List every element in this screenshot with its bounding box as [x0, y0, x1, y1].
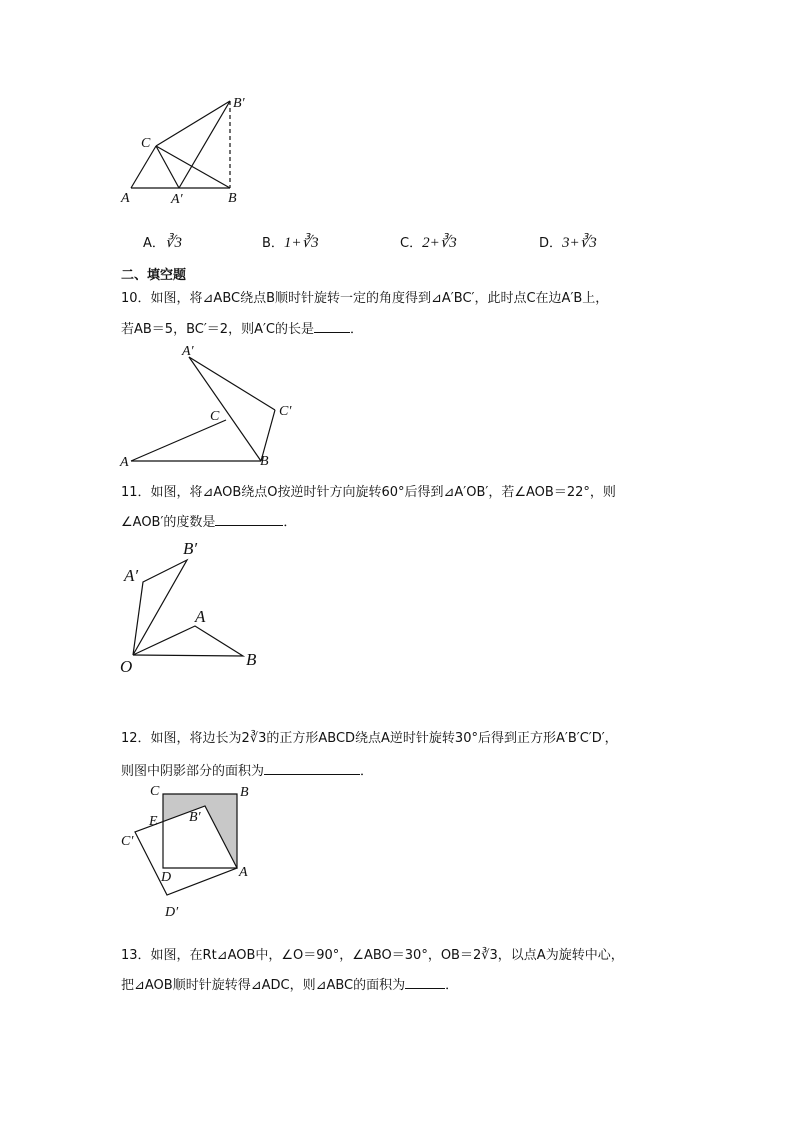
label-Bp: B′ — [189, 810, 201, 825]
label-D: D — [161, 870, 172, 885]
section-title: 二、填空题 — [121, 268, 187, 283]
shaded-region — [163, 794, 237, 868]
segment-AC — [131, 420, 226, 461]
q12-line2: 则图中阴影部分的面积为 ． — [121, 760, 373, 779]
label-C: C — [141, 136, 151, 151]
q13-line2: 把⊿AOB顺时针旋转得⊿ADC，则⊿ABC的面积为 ． — [121, 974, 458, 993]
answer-blank-q10[interactable] — [314, 318, 350, 333]
q11-line2: ∠AOB′的度数是 ． — [121, 511, 296, 530]
label-Dp: D′ — [165, 905, 179, 920]
label-Cp: C′ — [279, 404, 292, 419]
label-Ap: A′ — [171, 192, 183, 207]
answer-blank-q11[interactable] — [215, 511, 283, 526]
segment-AC — [131, 146, 156, 188]
label-B: B — [260, 454, 269, 469]
figure-q12 — [115, 780, 275, 925]
label-A: A — [121, 191, 130, 206]
choice-d: D．3+∛3 — [539, 235, 597, 251]
label-Bp: B′ — [183, 539, 198, 558]
choice-c: C．2+∛3 — [400, 235, 457, 251]
figure-q9 — [110, 90, 260, 210]
label-O: O — [120, 657, 133, 676]
label-A: A — [120, 455, 129, 470]
answer-blank-q13[interactable] — [405, 974, 445, 989]
figure-q11 — [110, 535, 270, 680]
label-A: A — [239, 865, 248, 880]
choice-a: A．∛3 — [143, 235, 182, 251]
triangle-ApOBp — [133, 560, 187, 655]
label-Ap: A′ — [182, 344, 194, 359]
segment-ApBp — [179, 101, 230, 188]
q10-line2: 若AB＝5，BC′＝2，则A′C的长是 ． — [121, 318, 363, 337]
label-E: E — [149, 814, 158, 829]
q10-line1: 10．如图，将⊿ABC绕点B顺时针旋转一定的角度得到⊿A′BC′，此时点C在边A′B上， — [121, 291, 609, 306]
label-B: B — [228, 191, 237, 206]
label-Cp: C′ — [121, 834, 134, 849]
q13-line1: 13．如图，在Rt⊿AOB中，∠O＝90°，∠ABO＝30°，OB＝2∛3，以点A为旋转中心， — [121, 948, 624, 963]
segment-CBp — [156, 101, 230, 146]
label-C: C — [210, 409, 220, 424]
answer-blank-q12[interactable] — [264, 760, 360, 775]
segment-ApB — [189, 357, 261, 461]
choice-b: B．1+∛3 — [262, 235, 319, 251]
q11-line1: 11．如图，将⊿AOB绕点O按逆时针方向旋转60°后得到⊿A′OB′，若∠AOB＝22°，则 — [121, 485, 616, 500]
triangle-AOB — [133, 626, 243, 656]
label-B: B — [240, 785, 249, 800]
q12-line1: 12．如图，将边长为2∛3的正方形ABCD绕点A逆时针旋转30°后得到正方形A′B′C′D′， — [121, 731, 618, 746]
label-Ap: A′ — [124, 566, 139, 585]
segment-ApCp — [189, 357, 275, 410]
label-A: A — [195, 607, 206, 626]
label-C: C — [150, 784, 160, 799]
label-B: B — [246, 650, 257, 669]
figure-q10 — [115, 340, 305, 475]
label-Bp: B′ — [233, 96, 245, 111]
